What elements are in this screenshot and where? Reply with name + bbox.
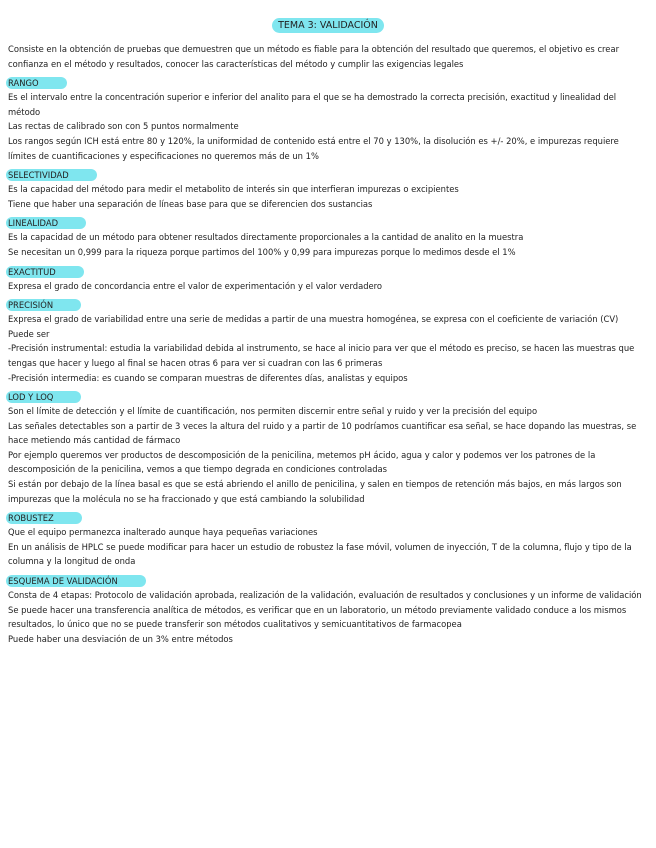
heading-lod-loq: LOD Y LOQ xyxy=(6,391,81,403)
heading-esquema: ESQUEMA DE VALIDACIÓN xyxy=(6,575,146,587)
selectividad-paragraph: Es la capacidad del método para medir el metabolito de interés sin que interfieran impurezas o excipientes xyxy=(8,184,459,195)
heading-precision: PRECISIÓN xyxy=(6,299,81,311)
esquema-paragraph: Puede haber una desviación de un 3% entre métodos xyxy=(8,633,233,644)
lod-paragraph: Si están por debajo de la línea basal es que se está abriendo el anillo de penicilina, y salen en tiempos de retención más bajos, en más largos son impurezas que la molécula no se ha fraccionado y que está cambiando la solubilidad xyxy=(8,479,622,504)
precision-paragraph: -Precisión instrumental: estudia la variabilidad debida al instrumento, se hace al inicio para ver que el método es preciso, se hacen las muestras que tengas que hacer y luego al final se hacen otras 6 para ver si cuadran con las 6 primeras xyxy=(8,343,635,368)
title-container xyxy=(0,13,656,33)
linealidad-paragraph: Es la capacidad de un método para obtener resultados directamente proporcionales a la cantidad de analito en la muestra xyxy=(8,232,524,243)
rango-paragraph: Las rectas de calibrado son con 5 puntos normalmente xyxy=(8,121,239,132)
exactitud-paragraph: Expresa el grado de concordancia entre el valor de experimentación y el valor verdadero xyxy=(8,280,383,291)
selectividad-paragraph: Tiene que haber una separación de líneas base para que se diferencien dos sustancias xyxy=(8,198,373,209)
intro-paragraph: Consiste en la obtención de pruebas que demuestren que un método es fiable para la obtención del resultado que queremos, el objetivo es crear confianza en el método y resultados, conocer las características del método y cumplir las exigencias legales xyxy=(8,44,620,69)
page-title: TEMA 3: VALIDACIÓN xyxy=(272,18,384,33)
linealidad-paragraph: Se necesitan un 0,999 para la riqueza porque partimos del 100% y 0,99 para impurezas porque lo medimos desde el 1% xyxy=(8,246,516,257)
document-body xyxy=(8,42,646,646)
heading-selectividad: SELECTIVIDAD xyxy=(6,169,97,181)
heading-linealidad: LINEALIDAD xyxy=(6,217,86,229)
precision-paragraph: -Precisión intermedia: es cuando se comparan muestras de diferentes días, analistas y equipos xyxy=(8,372,408,383)
heading-rango: RANGO xyxy=(6,77,67,89)
rango-paragraph: Es el intervalo entre la concentración superior e inferior del analito para el que se ha demostrado la correcta precisión, exactitud y linealidad del método xyxy=(8,92,617,117)
esquema-paragraph: Se puede hacer una transferencia analítica de métodos, es verificar que en un laboratorio, un método previamente validado conduce a los mismos resultados, lo único que no se puede transferir son métodos cualitativos y semicuantitativos de farmacopea xyxy=(8,604,627,630)
precision-paragraph: Expresa el grado de variabilidad entre una serie de medidas a partir de una muestra homogénea, se expresa con el coeficiente de variación (CV) xyxy=(8,314,619,325)
lod-paragraph: Son el límite de detección y el límite de cuantificación, nos permiten discernir entre señal y ruido y ver la precisión del equipo xyxy=(8,406,538,417)
rango-paragraph: Los rangos según ICH está entre 80 y 120%, la uniformidad de contenido está entre el 70 y 130%, la disolución es +/- 20%, e impurezas requiere límites de cuantificaciones y especificaciones no queremos más de un 1% xyxy=(8,135,619,161)
heading-exactitud: EXACTITUD xyxy=(6,266,84,278)
heading-robustez: ROBUSTEZ xyxy=(6,512,82,524)
robustez-paragraph: Que el equipo permanezca inalterado aunque haya pequeñas variaciones xyxy=(8,527,318,538)
lod-paragraph: Por ejemplo queremos ver productos de descomposición de la penicilina, metemos pH ácido, agua y calor y podemos ver los patrones de la descomposición de la penicilina, vemos a que tiempo degrada en condiciones controladas xyxy=(8,449,596,475)
lod-paragraph: Las señales detectables son a partir de 3 veces la altura del ruido y a partir de 10 podríamos cuantificar esa señal, se hace dopando las muestras, se hace metiendo más cantidad de fármaco xyxy=(8,420,637,446)
esquema-paragraph: Consta de 4 etapas: Protocolo de validación aprobada, realización de la validación, evaluación de resultados y conclusiones y un informe de validación xyxy=(8,590,642,601)
precision-paragraph: Puede ser xyxy=(8,328,50,339)
robustez-paragraph: En un análisis de HPLC se puede modificar para hacer un estudio de robustez la fase móvil, volumen de inyección, T de la columna, flujo y tipo de la columna y la longitud de onda xyxy=(8,541,632,567)
